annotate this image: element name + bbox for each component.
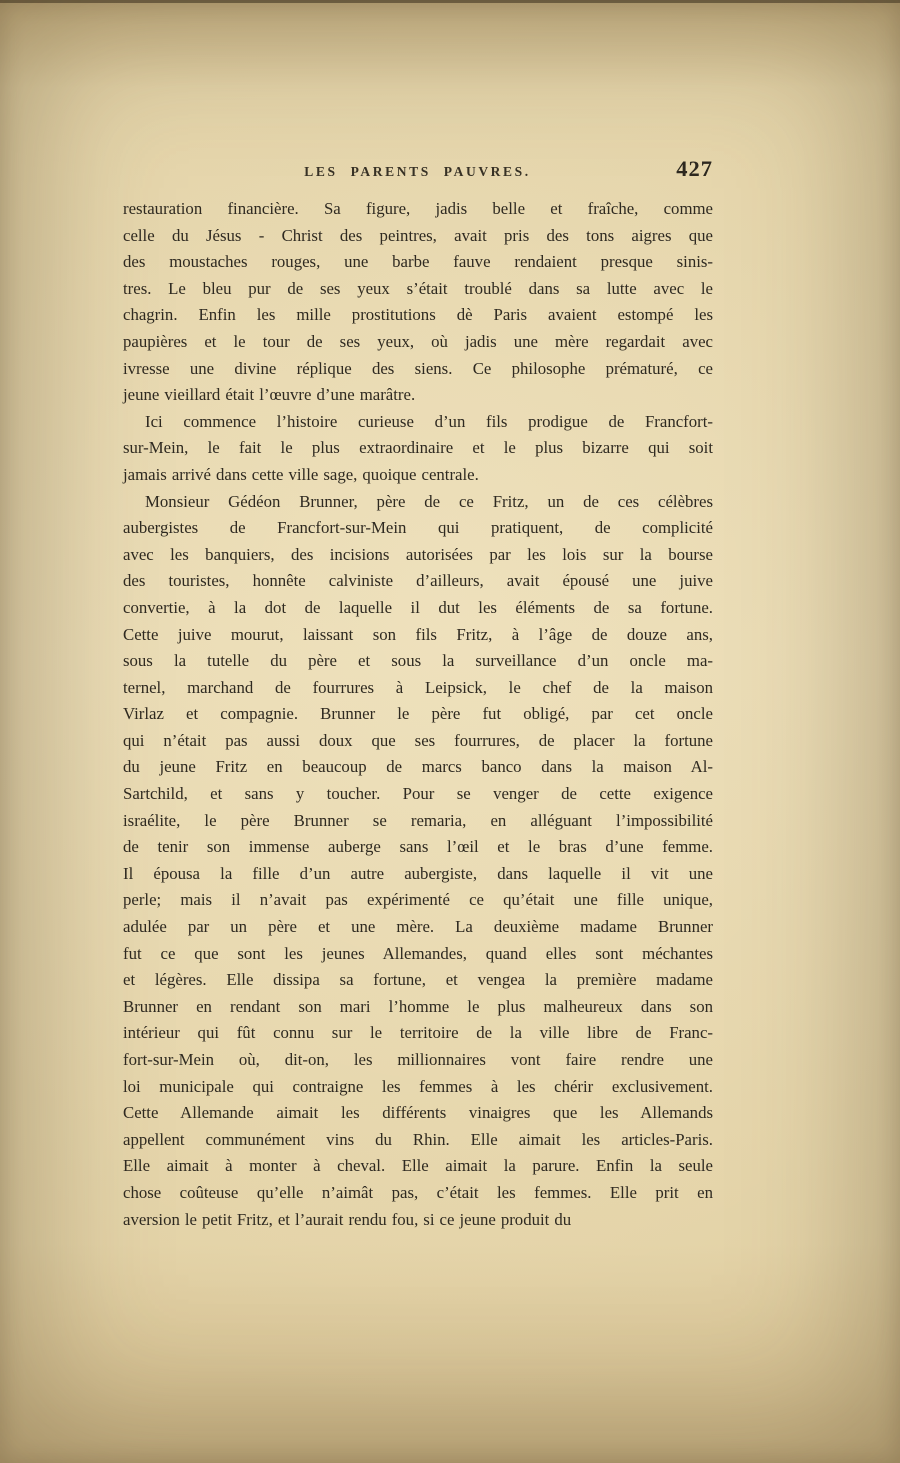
running-header: [125, 156, 713, 188]
text-line: restauration financière. Sa figure, jadis belle et fraîche, comme: [123, 199, 713, 218]
text-line: chagrin. Enfin les mille prostitutions dè Paris avaient estompé les: [123, 305, 713, 325]
text-line: Cette Allemande aimait les différents vinaigres que les Allemands: [123, 1103, 713, 1123]
text-line: Cette juive mourut, laissant son fils Fritz, à l’âge de douze ans,: [123, 624, 713, 644]
text-line: chose coûteuse qu’elle n’aimât pas, c’était les femmes. Elle prit en: [123, 1182, 713, 1202]
text-line: qui n’était pas aussi doux que ses fourrures, de placer la fortune: [123, 730, 713, 750]
text-line: Sartchild, et sans y toucher. Pour se venger de cette exigence: [123, 784, 713, 804]
text-line: celle du Jésus - Christ des peintres, avait pris des tons aigres que: [123, 225, 713, 245]
text-line: avec les banquiers, des incisions autorisées par les lois sur la bourse: [123, 544, 713, 564]
text-line: paupières et le tour de ses yeux, où jadis une mère regardait avec: [123, 331, 713, 351]
text-line: aversion le petit Fritz, et l’aurait rendu fou, si ce jeune produit du: [123, 1209, 572, 1229]
text-line: adulée par un père et une mère. La deuxième madame Brunner: [123, 917, 713, 937]
text-line: ivresse une divine réplique des siens. Ce philosophe prématuré, ce: [123, 358, 713, 378]
text-line: jamais arrivé dans cette ville sage, quoique centrale.: [123, 464, 479, 484]
text-line: de tenir son immense auberge sans l’œil et le bras d’une femme.: [123, 837, 713, 857]
page-body: [123, 196, 713, 1233]
text-line: Elle aimait à monter à cheval. Elle aimait la parure. Enfin la seule: [123, 1156, 713, 1176]
text-line: et légères. Elle dissipa sa fortune, et vengea la première madame: [123, 970, 713, 990]
text-line: des moustaches rouges, une barbe fauve rendaient presque sinis-: [123, 252, 713, 272]
text-line: tres. Le bleu pur de ses yeux s’était troublé dans sa lutte avec le: [123, 278, 713, 298]
text-line: loi municipale qui contraigne les femmes à les chérir exclusivement.: [123, 1076, 713, 1096]
text-line: Il épousa la fille d’un autre aubergiste, dans laquelle il vit une: [123, 863, 713, 883]
text-line: Monsieur Gédéon Brunner, père de ce Fritz, un de ces célèbres: [145, 491, 713, 511]
text-line: ternel, marchand de fourrures à Leipsick, le chef de la maison: [123, 677, 713, 697]
page-number: 427: [676, 156, 713, 181]
text-line: fut ce que sont les jeunes Allemandes, quand elles sont méchantes: [123, 943, 713, 963]
text-line: perle; mais il n’avait pas expérimenté ce qu’était une fille unique,: [123, 890, 713, 910]
text-line: intérieur qui fût connu sur le territoire de la ville libre de Franc-: [123, 1023, 713, 1043]
text-line: sur-Mein, le fait le plus extraordinaire et le plus bizarre qui soit: [123, 438, 713, 458]
text-line: des touristes, honnête calviniste d’ailleurs, avait épousé une juive: [123, 571, 713, 591]
scan-edge: [0, 0, 900, 3]
text-line: du jeune Fritz en beaucoup de marcs banco dans la maison Al-: [123, 757, 713, 777]
text-line: Ici commence l’histoire curieuse d’un fils prodigue de Francfort-: [145, 411, 713, 431]
text-line: aubergistes de Francfort-sur-Mein qui pratiquent, de complicité: [123, 518, 713, 538]
text-line: fort-sur-Mein où, dit-on, les millionnaires vont faire rendre une: [123, 1050, 713, 1069]
text-line: convertie, à la dot de laquelle il dut les éléments de sa fortune.: [123, 597, 713, 617]
text-line: sous la tutelle du père et sous la surveillance d’un oncle ma-: [123, 651, 713, 671]
page-header-title: LES PARENTS PAUVRES.: [304, 164, 531, 179]
text-line: israélite, le père Brunner se remaria, en alléguant l’impossibilité: [123, 810, 713, 830]
text-line: jeune vieillard était l’œuvre d’une marâtre.: [123, 385, 416, 405]
text-line: Brunner en rendant son mari l’homme le plus malheureux dans son: [123, 996, 713, 1016]
text-line: appellent communément vins du Rhin. Elle aimait les articles-Paris.: [123, 1129, 713, 1149]
text-line: Virlaz et compagnie. Brunner le père fut obligé, par cet oncle: [123, 704, 713, 724]
